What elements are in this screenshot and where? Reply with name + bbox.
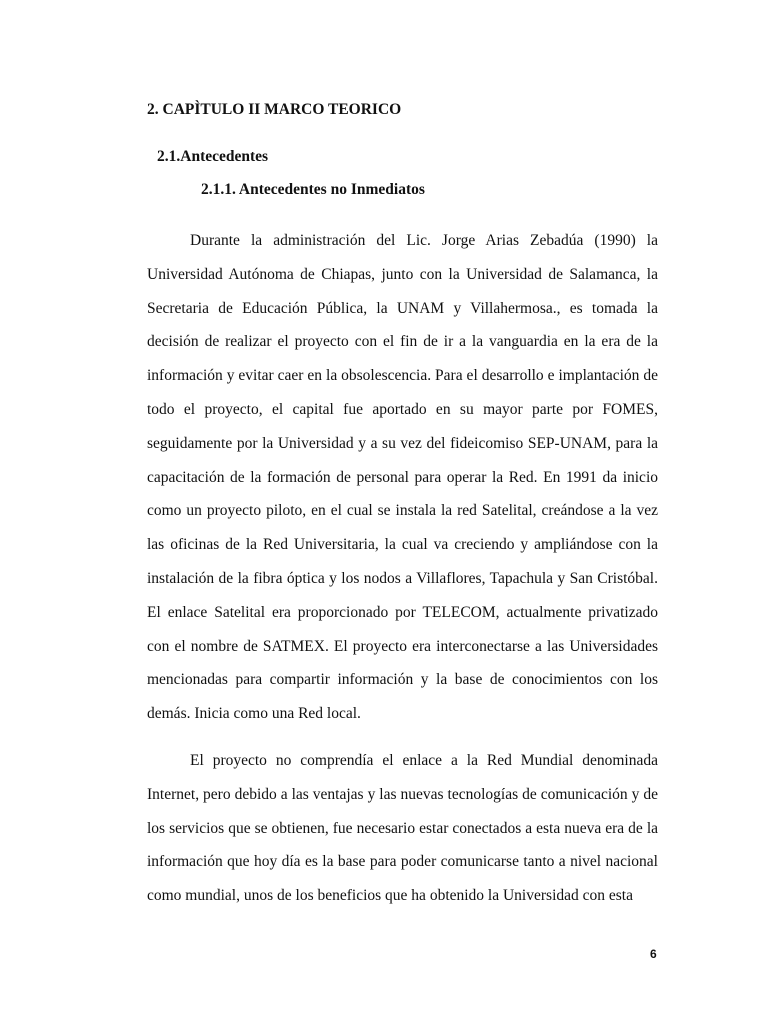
- section-title: 2.1.Antecedentes: [157, 148, 269, 165]
- chapter-title: 2. CAPÌTULO II MARCO TEORICO: [147, 101, 402, 118]
- body-paragraph: El proyecto no comprendía el enlace a la Red Mundial denominada Internet, pero debido a las ventajas y las nuevas tecnologías de comunicación y de los servicios que se obtienen, fue necesario estar conectados a esta nueva era de la información que hoy día es la base para poder comunicarse tanto a nivel nacional como mundial, unos de los beneficios que ha obtenido la Universidad con esta: [147, 752, 658, 905]
- page-number: 6: [650, 947, 657, 961]
- body-paragraph: Durante la administración del Lic. Jorge Arias Zebadúa (1990) la Universidad Autónoma de Chiapas, junto con la Universidad de Salamanca, la Secretaria de Educación Pública, la UNAM y Villahermosa., es tomada la decisión de realizar el proyecto con el fin de ir a la vanguardia en la era de la información y evitar caer en la obsolescencia. Para el desarrollo e implantación de todo el proyecto, el capital fue aportado en su mayor parte por FOMES, seguidamente por la Universidad y a su vez del fideicomiso SEP-UNAM, para la capacitación de la formación de personal para operar la Red. En 1991 da inicio como un proyecto piloto, en el cual se instala la red Satelital, creándose a la vez las oficinas de la Red Universitaria, la cual va creciendo y ampliándose con la instalación de la fibra óptica y los nodos a Villaflores, Tapachula y San Cristóbal. El enlace Satelital era proporcionado por TELECOM, actualmente privatizado con el nombre de SATMEX. El proyecto era interconectarse a las Universidades mencionadas para compartir información y la base de conocimientos con los demás. Inicia como una Red local.: [147, 232, 658, 723]
- subsection-title: 2.1.1. Antecedentes no Inmediatos: [201, 181, 425, 198]
